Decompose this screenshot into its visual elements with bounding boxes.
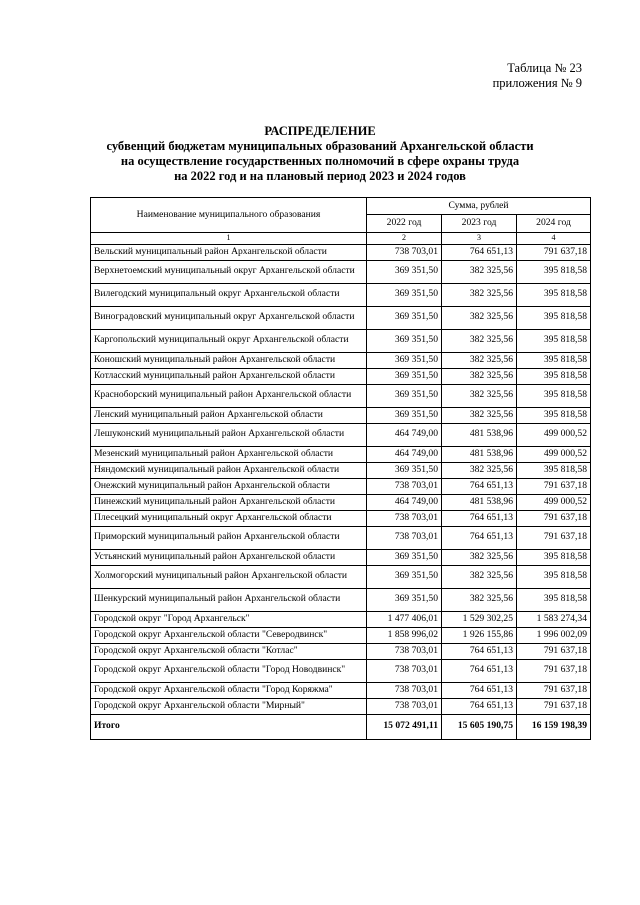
municipality-name-cell: Приморский муниципальный район Архангельской области bbox=[91, 526, 367, 549]
column-header-sum: Сумма, рублей bbox=[367, 198, 591, 215]
table-row bbox=[91, 478, 591, 494]
municipality-name-cell: Городской округ Архангельской области "Котлас" bbox=[91, 643, 367, 659]
document-title bbox=[0, 124, 640, 184]
municipality-name-cell: Городской округ Архангельской области "Северодвинск" bbox=[91, 627, 367, 643]
total-2024: 16 159 198,39 bbox=[517, 714, 591, 739]
municipality-name-cell: Ленский муниципальный район Архангельской области bbox=[91, 407, 367, 423]
value-2022-cell: 738 703,01 bbox=[367, 510, 442, 526]
value-2022-cell: 369 351,50 bbox=[367, 368, 442, 384]
value-2023-cell: 382 325,56 bbox=[442, 260, 517, 283]
value-2024-cell: 499 000,52 bbox=[517, 446, 591, 462]
value-2023-cell: 1 529 302,25 bbox=[442, 611, 517, 627]
value-2024-cell: 791 637,18 bbox=[517, 526, 591, 549]
value-2024-cell: 1 996 002,09 bbox=[517, 627, 591, 643]
value-2022-cell: 369 351,50 bbox=[367, 283, 442, 306]
table-row bbox=[91, 588, 591, 611]
value-2024-cell: 791 637,18 bbox=[517, 682, 591, 698]
value-2022-cell: 1 477 406,01 bbox=[367, 611, 442, 627]
table-row bbox=[91, 510, 591, 526]
value-2024-cell: 395 818,58 bbox=[517, 384, 591, 407]
municipality-name-cell: Няндомский муниципальный район Архангельской области bbox=[91, 462, 367, 478]
column-number: 3 bbox=[442, 233, 517, 245]
total-label: Итого bbox=[91, 714, 367, 739]
municipality-name-cell: Котласский муниципальный район Архангельской области bbox=[91, 368, 367, 384]
table-row bbox=[91, 260, 591, 283]
value-2024-cell: 395 818,58 bbox=[517, 260, 591, 283]
value-2022-cell: 369 351,50 bbox=[367, 260, 442, 283]
total-2022: 15 072 491,11 bbox=[367, 714, 442, 739]
column-number: 2 bbox=[367, 233, 442, 245]
value-2022-cell: 738 703,01 bbox=[367, 526, 442, 549]
municipality-name-cell: Городской округ Архангельской области "Город Коряжма" bbox=[91, 682, 367, 698]
table-row bbox=[91, 462, 591, 478]
document-reference bbox=[493, 61, 582, 91]
title-line-3: на осуществление государственных полномочий в сфере охраны труда bbox=[120, 154, 520, 168]
title-line-2: субвенций бюджетам муниципальных образований Архангельской области bbox=[106, 139, 534, 153]
municipality-name-cell: Плесецкий муниципальный округ Архангельской области bbox=[91, 510, 367, 526]
value-2023-cell: 382 325,56 bbox=[442, 462, 517, 478]
value-2023-cell: 382 325,56 bbox=[442, 368, 517, 384]
value-2024-cell: 791 637,18 bbox=[517, 659, 591, 682]
column-header-name: Наименование муниципального образования bbox=[91, 198, 367, 233]
value-2023-cell: 764 651,13 bbox=[442, 698, 517, 714]
table-row bbox=[91, 659, 591, 682]
municipality-name-cell: Вельский муниципальный район Архангельской области bbox=[91, 244, 367, 260]
value-2023-cell: 382 325,56 bbox=[442, 384, 517, 407]
value-2022-cell: 464 749,00 bbox=[367, 494, 442, 510]
value-2022-cell: 1 858 996,02 bbox=[367, 627, 442, 643]
municipality-name-cell: Шенкурский муниципальный район Архангельской области bbox=[91, 588, 367, 611]
table-row bbox=[91, 423, 591, 446]
value-2023-cell: 382 325,56 bbox=[442, 565, 517, 588]
value-2022-cell: 464 749,00 bbox=[367, 446, 442, 462]
value-2024-cell: 395 818,58 bbox=[517, 329, 591, 352]
table-row bbox=[91, 368, 591, 384]
value-2023-cell: 764 651,13 bbox=[442, 510, 517, 526]
table-row bbox=[91, 384, 591, 407]
value-2023-cell: 382 325,56 bbox=[442, 407, 517, 423]
municipality-name-cell: Коношский муниципальный район Архангельской области bbox=[91, 352, 367, 368]
municipality-name-cell: Городской округ Архангельской области "Мирный" bbox=[91, 698, 367, 714]
appendix-reference: приложения № 9 bbox=[492, 76, 582, 90]
value-2022-cell: 369 351,50 bbox=[367, 462, 442, 478]
municipality-name-cell: Городской округ Архангельской области "Город Новодвинск" bbox=[91, 659, 367, 682]
value-2022-cell: 369 351,50 bbox=[367, 329, 442, 352]
value-2024-cell: 395 818,58 bbox=[517, 306, 591, 329]
value-2022-cell: 369 351,50 bbox=[367, 352, 442, 368]
municipality-name-cell: Красноборский муниципальный район Архангельской области bbox=[91, 384, 367, 407]
table-row bbox=[91, 244, 591, 260]
value-2024-cell: 791 637,18 bbox=[517, 510, 591, 526]
table-row bbox=[91, 565, 591, 588]
value-2024-cell: 791 637,18 bbox=[517, 478, 591, 494]
value-2024-cell: 395 818,58 bbox=[517, 283, 591, 306]
value-2024-cell: 395 818,58 bbox=[517, 549, 591, 565]
municipality-name-cell: Городской округ "Город Архангельск" bbox=[91, 611, 367, 627]
table-row bbox=[91, 283, 591, 306]
value-2022-cell: 738 703,01 bbox=[367, 698, 442, 714]
value-2022-cell: 738 703,01 bbox=[367, 244, 442, 260]
value-2024-cell: 499 000,52 bbox=[517, 494, 591, 510]
value-2022-cell: 369 351,50 bbox=[367, 306, 442, 329]
column-header-year-2024: 2024 год bbox=[517, 215, 591, 233]
value-2023-cell: 481 538,96 bbox=[442, 446, 517, 462]
value-2023-cell: 382 325,56 bbox=[442, 588, 517, 611]
municipality-name-cell: Верхнетоемский муниципальный округ Архангельской области bbox=[91, 260, 367, 283]
value-2022-cell: 369 351,50 bbox=[367, 407, 442, 423]
value-2024-cell: 395 818,58 bbox=[517, 352, 591, 368]
table-reference: Таблица № 23 bbox=[507, 61, 582, 75]
value-2024-cell: 395 818,58 bbox=[517, 462, 591, 478]
table-row bbox=[91, 526, 591, 549]
table-row bbox=[91, 352, 591, 368]
table-row bbox=[91, 407, 591, 423]
value-2024-cell: 791 637,18 bbox=[517, 244, 591, 260]
value-2022-cell: 369 351,50 bbox=[367, 384, 442, 407]
table-row bbox=[91, 494, 591, 510]
municipality-name-cell: Холмогорский муниципальный район Архангельской области bbox=[91, 565, 367, 588]
table-row bbox=[91, 627, 591, 643]
table-row bbox=[91, 446, 591, 462]
table-row bbox=[91, 682, 591, 698]
value-2023-cell: 382 325,56 bbox=[442, 352, 517, 368]
value-2022-cell: 738 703,01 bbox=[367, 659, 442, 682]
value-2022-cell: 738 703,01 bbox=[367, 682, 442, 698]
table-row bbox=[91, 643, 591, 659]
value-2024-cell: 1 583 274,34 bbox=[517, 611, 591, 627]
column-number-row bbox=[91, 233, 591, 245]
value-2023-cell: 764 651,13 bbox=[442, 478, 517, 494]
value-2023-cell: 481 538,96 bbox=[442, 423, 517, 446]
municipality-name-cell: Мезенский муниципальный район Архангельской области bbox=[91, 446, 367, 462]
table-row bbox=[91, 611, 591, 627]
value-2023-cell: 382 325,56 bbox=[442, 549, 517, 565]
municipality-name-cell: Пинежский муниципальный район Архангельской области bbox=[91, 494, 367, 510]
value-2023-cell: 764 651,13 bbox=[442, 659, 517, 682]
value-2023-cell: 764 651,13 bbox=[442, 244, 517, 260]
value-2023-cell: 382 325,56 bbox=[442, 306, 517, 329]
value-2023-cell: 481 538,96 bbox=[442, 494, 517, 510]
value-2024-cell: 791 637,18 bbox=[517, 698, 591, 714]
municipality-name-cell: Вилегодский муниципальный округ Архангельской области bbox=[91, 283, 367, 306]
table-row bbox=[91, 549, 591, 565]
value-2022-cell: 369 351,50 bbox=[367, 565, 442, 588]
value-2023-cell: 1 926 155,86 bbox=[442, 627, 517, 643]
municipality-name-cell: Онежский муниципальный район Архангельской области bbox=[91, 478, 367, 494]
column-header-year-2022: 2022 год bbox=[367, 215, 442, 233]
distribution-table bbox=[90, 197, 591, 740]
value-2022-cell: 738 703,01 bbox=[367, 643, 442, 659]
value-2023-cell: 764 651,13 bbox=[442, 643, 517, 659]
value-2022-cell: 738 703,01 bbox=[367, 478, 442, 494]
value-2023-cell: 382 325,56 bbox=[442, 283, 517, 306]
value-2022-cell: 464 749,00 bbox=[367, 423, 442, 446]
value-2022-cell: 369 351,50 bbox=[367, 549, 442, 565]
municipality-name-cell: Устьянский муниципальный район Архангельской области bbox=[91, 549, 367, 565]
column-number: 1 bbox=[91, 233, 367, 245]
municipality-name-cell: Виноградовский муниципальный округ Архангельской области bbox=[91, 306, 367, 329]
column-number: 4 bbox=[517, 233, 591, 245]
title-line-1: РАСПРЕДЕЛЕНИЕ bbox=[264, 124, 376, 138]
municipality-name-cell: Каргопольский муниципальный округ Архангельской области bbox=[91, 329, 367, 352]
value-2024-cell: 395 818,58 bbox=[517, 407, 591, 423]
table-row bbox=[91, 329, 591, 352]
value-2024-cell: 395 818,58 bbox=[517, 368, 591, 384]
total-2023: 15 605 190,75 bbox=[442, 714, 517, 739]
value-2024-cell: 791 637,18 bbox=[517, 643, 591, 659]
column-header-year-2023: 2023 год bbox=[442, 215, 517, 233]
value-2023-cell: 382 325,56 bbox=[442, 329, 517, 352]
total-row bbox=[91, 714, 591, 739]
value-2023-cell: 764 651,13 bbox=[442, 526, 517, 549]
value-2024-cell: 499 000,52 bbox=[517, 423, 591, 446]
municipality-name-cell: Лешуконский муниципальный район Архангельской области bbox=[91, 423, 367, 446]
value-2023-cell: 764 651,13 bbox=[442, 682, 517, 698]
table-row bbox=[91, 698, 591, 714]
table-row bbox=[91, 306, 591, 329]
title-line-4: на 2022 год и на плановый период 2023 и 2024 годов bbox=[174, 169, 466, 183]
value-2024-cell: 395 818,58 bbox=[517, 588, 591, 611]
value-2024-cell: 395 818,58 bbox=[517, 565, 591, 588]
value-2022-cell: 369 351,50 bbox=[367, 588, 442, 611]
